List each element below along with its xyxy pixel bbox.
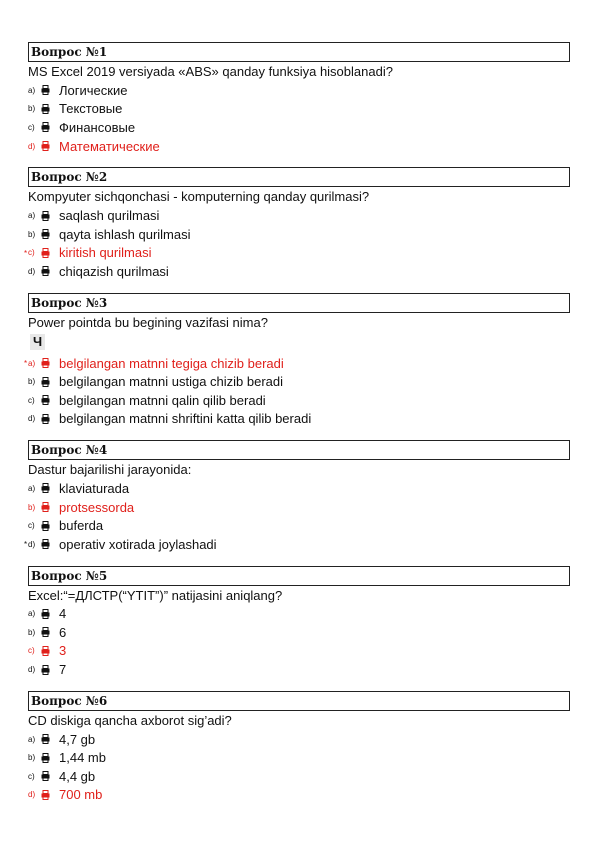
printer-icon [41,141,50,151]
question-header: Вопрос №3 [28,293,570,313]
option-a[interactable] [28,81,570,100]
option-letter: a) [28,358,36,368]
option-text: Текстовые [59,101,123,117]
option-letter: a) [28,211,36,221]
option-letter: d) [28,414,36,424]
option-c[interactable] [28,767,570,786]
printer-icon [41,377,50,387]
option-c[interactable] [24,244,570,263]
option-text: 1,44 mb [59,750,106,766]
option-d[interactable] [28,137,570,156]
printer-icon [41,753,50,763]
printer-icon [41,85,50,95]
option-letter: d) [28,266,36,276]
option-letter: a) [28,734,36,744]
printer-icon [41,539,50,549]
option-a[interactable] [28,479,570,498]
printer-icon [41,211,50,221]
option-text: belgilangan matnni qalin qilib beradi [59,392,266,408]
printer-icon [41,483,50,493]
underline-symbol-image: Ч [30,334,45,350]
question-text: Dastur bajarilishi jarayonida: [28,462,192,478]
option-letter: c) [28,122,35,132]
printer-icon [41,502,50,512]
option-text: 6 [59,624,67,640]
option-text: belgilangan matnni ustiga chizib beradi [59,374,284,390]
question-text: Power pointda bu begining vazifasi nima? [28,314,268,330]
question-6 [28,691,570,804]
printer-icon [41,229,50,239]
question-text: Excel:“=ДЛСТР(“YTIT”)” natijasini aniqlang? [28,587,283,603]
printer-icon [41,358,50,368]
option-letter: d) [28,141,36,151]
question-header: Вопрос №4 [28,440,570,460]
option-b[interactable] [28,623,570,642]
option-text: Математические [59,138,160,154]
option-a[interactable] [28,730,570,749]
printer-icon [41,627,50,637]
option-letter: a) [28,483,36,493]
option-text: 700 mb [59,787,103,803]
question-header: Вопрос №1 [28,42,570,62]
option-text: belgilangan matnni shriftini katta qilib beradi [59,411,312,427]
printer-icon [41,646,50,656]
answer-star-marker: * [24,539,28,549]
printer-icon [41,521,50,531]
question-text: MS Excel 2019 versiyada «ABS» qanday funksiya hisoblanadi? [28,64,393,79]
printer-icon [41,395,50,405]
question-header: Вопрос №2 [28,167,570,187]
option-a[interactable] [28,206,570,225]
option-text: qayta ishlash qurilmasi [59,226,191,242]
option-letter: c) [28,248,35,258]
question-5 [28,566,570,679]
option-d[interactable] [28,660,570,679]
option-text: operativ xotirada joylashadi [59,536,217,552]
option-letter: d) [28,539,36,549]
question-header: Вопрос №5 [28,566,570,586]
printer-icon [41,104,50,114]
option-text: 3 [59,643,67,659]
option-text: 4,4 gb [59,768,96,784]
option-b[interactable] [28,225,570,244]
option-d[interactable] [28,786,570,805]
option-b[interactable] [28,498,570,517]
option-letter: c) [28,521,35,531]
option-c[interactable] [28,391,570,410]
printer-icon [41,414,50,424]
option-d[interactable] [28,410,570,429]
option-a[interactable] [28,605,570,624]
option-b[interactable] [28,100,570,119]
option-text: saqlash qurilmasi [59,208,160,224]
printer-icon [41,266,50,276]
question-header: Вопрос №6 [28,691,570,711]
option-letter: a) [28,609,36,619]
option-letter: d) [28,790,36,800]
option-letter: c) [28,395,35,405]
question-4 [24,440,570,553]
question-1 [28,42,570,155]
option-text: protsessorda [59,499,135,515]
option-text: 4,7 gb [59,731,96,747]
printer-icon [41,771,50,781]
answer-star-marker: * [24,248,28,258]
option-text: chiqazish qurilmasi [59,263,169,279]
option-d[interactable] [24,535,570,554]
option-text: Логические [59,82,128,98]
option-letter: b) [28,627,36,637]
option-text: 4 [59,606,67,622]
question-text: Kompyuter sichqonchasi - komputerning qanday qurilmasi? [28,189,370,205]
option-letter: d) [28,665,36,675]
printer-icon [41,665,50,675]
printer-icon [41,122,50,132]
test-page [24,42,570,816]
option-c[interactable] [28,642,570,661]
answer-star-marker: * [24,358,28,368]
printer-icon [41,609,50,619]
option-letter: c) [28,646,35,656]
option-letter: b) [28,753,36,763]
question-text: CD diskiga qancha axborot sig’adi? [28,712,232,728]
option-c[interactable] [28,118,570,137]
question-2 [24,167,570,280]
option-letter: b) [28,229,36,239]
option-letter: c) [28,771,35,781]
option-b[interactable] [28,748,570,767]
option-text: Финансовые [59,119,136,135]
option-c[interactable] [28,516,570,535]
option-letter: b) [28,377,36,387]
option-text: 7 [59,662,67,678]
printer-icon [41,790,50,800]
question-3 [24,293,570,428]
option-letter: b) [28,502,36,512]
option-text: buferda [59,518,104,534]
option-b[interactable] [28,372,570,391]
option-a[interactable] [24,354,570,373]
option-text: klaviaturada [59,480,130,496]
option-letter: b) [28,104,36,114]
printer-icon [41,734,50,744]
option-letter: a) [28,85,36,95]
option-d[interactable] [28,262,570,281]
option-text: belgilangan matnni tegiga chizib beradi [59,355,284,371]
printer-icon [41,248,50,258]
option-text: kiritish qurilmasi [59,245,152,261]
